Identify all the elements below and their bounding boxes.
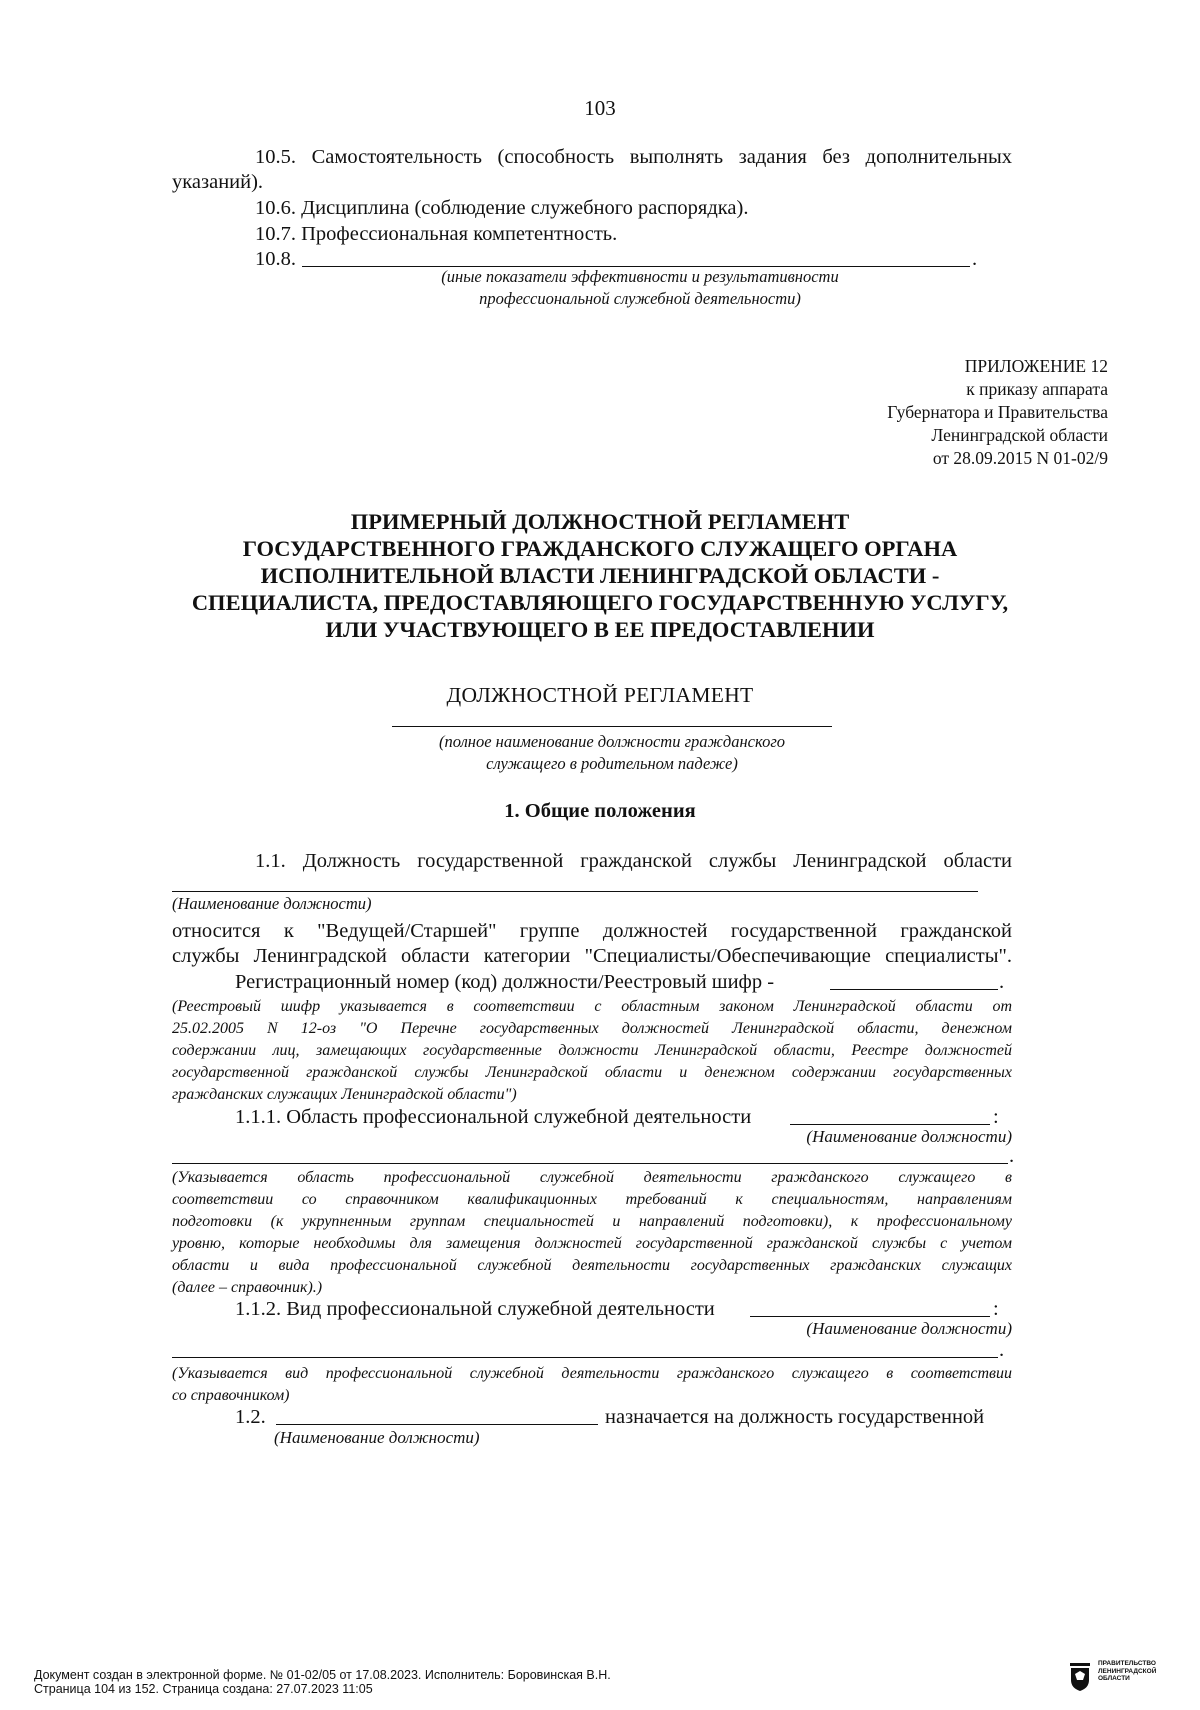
regulation-caption-2: служащего в родительном падеже) (486, 754, 738, 773)
area-note-line-1: (Указывается область профессиональной служебной деятельности гражданского служащего в (172, 1169, 1012, 1186)
registration-number-label: Регистрационный номер (код) должности/Реестровый шифр - (235, 971, 775, 993)
area-note-line-5: области и вида профессиональной служебной деятельности государственных гражданских служащих (172, 1257, 1012, 1274)
kind-blank-line-end: . (999, 1339, 1005, 1361)
appendix-number: ПРИЛОЖЕНИЕ 12 (964, 356, 1108, 376)
area-note-line-6: (далее – справочник).) (172, 1279, 323, 1296)
registry-note-line-5: гражданских служащих Ленинградской области") (172, 1086, 517, 1103)
document-title-line-1: ПРИМЕРНЫЙ ДОЛЖНОСТНОЙ РЕГЛАМЕНТ (350, 509, 850, 534)
paragraph-1-2-blank-line (276, 1424, 598, 1425)
logo-text-line-3: ОБЛАСТИ (1098, 1675, 1130, 1682)
appendix-line-3: Губернатора и Правительства (887, 402, 1108, 422)
paragraph-1-2-number: 1.2. (235, 1406, 266, 1428)
document-title-line-4: СПЕЦИАЛИСТА, ПРЕДОСТАВЛЯЮЩЕГО ГОСУДАРСТВЕННУЮ УСЛУГУ, (191, 590, 1009, 615)
regulation-caption-1: (полное наименование должности гражданского (438, 732, 786, 751)
area-note-line-2: соответствии со справочником квалификационных требований к специальностям, направлениям (172, 1191, 1012, 1208)
regulation-heading: ДОЛЖНОСТНОЙ РЕГЛАМЕНТ (446, 683, 754, 707)
item-10-6: 10.6. Дисциплина (соблюдение служебного распорядка). (255, 197, 749, 219)
kind-blank-line (172, 1357, 998, 1358)
section-1-heading: 1. Общие положения (504, 800, 696, 822)
item-10-5-line-2: указаний). (172, 171, 264, 193)
paragraph-1-1-2-caption: (Наименование должности) (806, 1319, 1012, 1338)
document-footer (34, 1668, 611, 1696)
footer-line-2: Страница 104 из 152. Страница создана: 27.07.2023 11:05 (34, 1682, 373, 1696)
registry-note-line-1: (Реестровый шифр указывается в соответствии с областным законом Ленинградской области от (172, 998, 1012, 1015)
item-10-8-number: 10.8. (255, 248, 296, 270)
area-blank-line-end: . (1009, 1145, 1015, 1167)
paragraph-1-2-caption: (Наименование должности) (274, 1428, 480, 1447)
paragraph-1-1: 1.1. Должность государственной гражданской службы Ленинградской области (255, 850, 1012, 872)
item-10-7: 10.7. Профессиональная компетентность. (255, 223, 618, 245)
government-emblem-icon (1068, 1660, 1092, 1692)
group-relation-line-1: относится к "Ведущей/Старшей" группе должностей государственной гражданской (172, 920, 1012, 942)
appendix-date: от 28.09.2015 N 01-02/9 (932, 448, 1108, 468)
footer-line-1: Документ создан в электронной форме. № 01-02/05 от 17.08.2023. Исполнитель: Боровинская В.Н. (34, 1668, 611, 1682)
item-10-8-end: . (972, 248, 978, 270)
kind-note-line-2: со справочником) (172, 1387, 290, 1404)
paragraph-1-1-1-colon: : (993, 1106, 999, 1128)
paragraph-1-1-2: 1.1.2. Вид профессиональной служебной деятельности (235, 1298, 715, 1320)
paragraph-1-1-1-caption: (Наименование должности) (806, 1127, 1012, 1146)
registration-number-line (830, 989, 998, 990)
registry-note-line-3: содержании лиц, замещающих государственные должности Ленинградской области, Реестре должностей (172, 1042, 1012, 1059)
item-10-8-caption-2: профессиональной служебной деятельности) (479, 289, 801, 308)
paragraph-1-2-text: назначается на должность государственной (605, 1406, 985, 1428)
item-10-5-line-1: 10.5. Самостоятельность (способность выполнять задания без дополнительных (255, 146, 1012, 168)
position-name-caption: (Наименование должности) (172, 894, 372, 913)
registry-note-line-2: 25.02.2005 N 12-оз "О Перечне государственных должностей Ленинградской области, денежном (172, 1020, 1012, 1037)
logo-text-line-2: ЛЕНИНГРАДСКОЙ (1098, 1667, 1157, 1675)
area-blank-line (172, 1163, 1008, 1164)
appendix-line-4: Ленинградской области (931, 425, 1108, 445)
kind-note-line-1: (Указывается вид профессиональной служебной деятельности гражданского служащего в соответствии (172, 1365, 1012, 1382)
logo-text-line-1: ПРАВИТЕЛЬСТВО (1098, 1660, 1156, 1667)
paragraph-1-1-1: 1.1.1. Область профессиональной служебной деятельности (235, 1106, 752, 1128)
appendix-line-2: к приказу аппарата (966, 379, 1108, 399)
registry-note-line-4: государственной гражданской службы Ленинградской области и денежном содержании государственных (172, 1064, 1012, 1081)
document-title-line-5: ИЛИ УЧАСТВУЮЩЕГО В ЕЕ ПРЕДОСТАВЛЕНИИ (325, 617, 875, 642)
document-title-line-3: ИСПОЛНИТЕЛЬНОЙ ВЛАСТИ ЛЕНИНГРАДСКОЙ ОБЛАСТИ - (260, 563, 940, 588)
paragraph-1-1-1-blank-line (790, 1124, 990, 1125)
area-note-line-3: подготовки (к укрупненным группам специальностей и направлений подготовки), к профессиональному (172, 1213, 1012, 1230)
paragraph-1-1-2-blank-line (750, 1316, 990, 1317)
registration-number-end: . (999, 971, 1005, 993)
area-note-line-4: уровню, которые необходимы для замещения должностей государственной гражданской службы с учетом (172, 1235, 1012, 1252)
government-logo (1068, 1660, 1180, 1694)
regulation-name-line (392, 726, 832, 727)
page-number: 103 (584, 96, 616, 120)
paragraph-1-1-2-colon: : (993, 1298, 999, 1320)
item-10-8-caption-1: (иные показатели эффективности и результативности (441, 267, 839, 286)
position-name-line (172, 891, 978, 892)
group-relation-line-2: службы Ленинградской области категории "Специалисты/Обеспечивающие специалисты". (172, 945, 1012, 967)
document-title-line-2: ГОСУДАРСТВЕННОГО ГРАЖДАНСКОГО СЛУЖАЩЕГО ОРГАНА (242, 536, 958, 561)
